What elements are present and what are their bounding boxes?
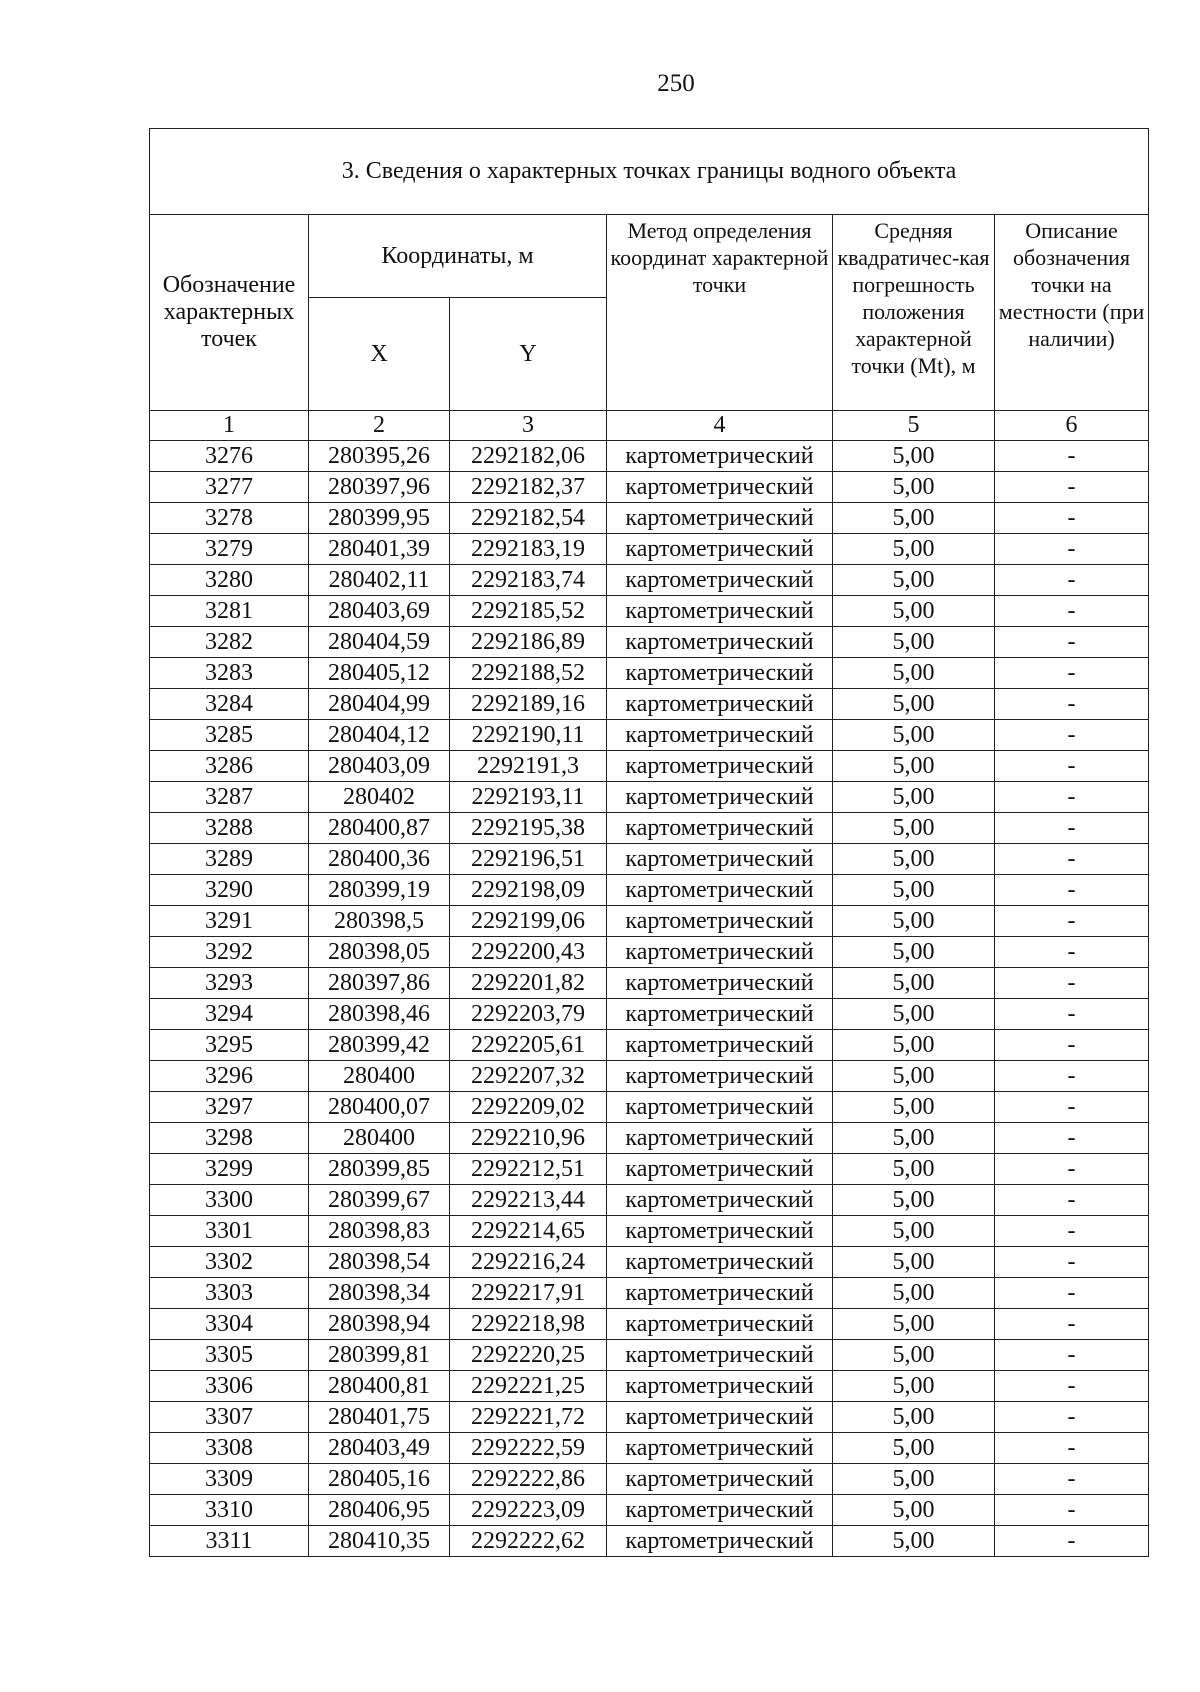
description-cell: -: [995, 1402, 1149, 1433]
x-coordinate-cell: 280399,81: [309, 1340, 450, 1371]
accuracy-cell: 5,00: [833, 1185, 995, 1216]
description-cell: -: [995, 906, 1149, 937]
point-id-cell: 3277: [150, 472, 309, 503]
method-cell: картометрический: [607, 1247, 833, 1278]
page-number: 250: [657, 70, 695, 97]
description-cell: -: [995, 1154, 1149, 1185]
method-cell: картометрический: [607, 596, 833, 627]
x-coordinate-cell: 280406,95: [309, 1495, 450, 1526]
method-cell: картометрический: [607, 1185, 833, 1216]
accuracy-cell: 5,00: [833, 1247, 995, 1278]
y-coordinate-cell: 2292189,16: [450, 689, 607, 720]
x-coordinate-cell: 280403,49: [309, 1433, 450, 1464]
description-cell: -: [995, 1309, 1149, 1340]
table-row: [150, 1526, 1149, 1557]
method-cell: картометрический: [607, 937, 833, 968]
accuracy-cell: 5,00: [833, 720, 995, 751]
description-cell: -: [995, 844, 1149, 875]
y-coordinate-cell: 2292182,06: [450, 441, 607, 472]
y-coordinate-cell: 2292207,32: [450, 1061, 607, 1092]
y-coordinate-cell: 2292182,54: [450, 503, 607, 534]
header-method: Метод определения координат характерной точки: [607, 215, 833, 411]
description-cell: -: [995, 1061, 1149, 1092]
accuracy-cell: 5,00: [833, 503, 995, 534]
column-number: 3: [450, 411, 607, 441]
accuracy-cell: 5,00: [833, 751, 995, 782]
description-cell: -: [995, 1278, 1149, 1309]
table-row: [150, 565, 1149, 596]
y-coordinate-cell: 2292221,72: [450, 1402, 607, 1433]
method-cell: картометрический: [607, 1216, 833, 1247]
column-number: 5: [833, 411, 995, 441]
column-number: 4: [607, 411, 833, 441]
accuracy-cell: 5,00: [833, 1340, 995, 1371]
x-coordinate-cell: 280404,59: [309, 627, 450, 658]
accuracy-cell: 5,00: [833, 906, 995, 937]
method-cell: картометрический: [607, 813, 833, 844]
x-coordinate-cell: 280395,26: [309, 441, 450, 472]
description-cell: -: [995, 689, 1149, 720]
table-row: [150, 1495, 1149, 1526]
x-coordinate-cell: 280398,34: [309, 1278, 450, 1309]
table-row: [150, 999, 1149, 1030]
x-coordinate-cell: 280397,86: [309, 968, 450, 999]
method-cell: картометрический: [607, 1278, 833, 1309]
method-cell: картометрический: [607, 441, 833, 472]
y-coordinate-cell: 2292210,96: [450, 1123, 607, 1154]
point-id-cell: 3291: [150, 906, 309, 937]
table-row: [150, 1371, 1149, 1402]
table-title: 3. Сведения о характерных точках границы водного объекта: [150, 129, 1149, 215]
table-row: [150, 472, 1149, 503]
description-cell: -: [995, 1185, 1149, 1216]
x-coordinate-cell: 280399,19: [309, 875, 450, 906]
description-cell: -: [995, 534, 1149, 565]
accuracy-cell: 5,00: [833, 596, 995, 627]
y-coordinate-cell: 2292193,11: [450, 782, 607, 813]
method-cell: картометрический: [607, 503, 833, 534]
description-cell: -: [995, 1030, 1149, 1061]
method-cell: картометрический: [607, 968, 833, 999]
x-coordinate-cell: 280403,09: [309, 751, 450, 782]
method-cell: картометрический: [607, 875, 833, 906]
x-coordinate-cell: 280400: [309, 1123, 450, 1154]
x-coordinate-cell: 280405,16: [309, 1464, 450, 1495]
point-id-cell: 3288: [150, 813, 309, 844]
header-y: Y: [450, 298, 607, 411]
y-coordinate-cell: 2292191,3: [450, 751, 607, 782]
x-coordinate-cell: 280399,95: [309, 503, 450, 534]
description-cell: -: [995, 1247, 1149, 1278]
point-id-cell: 3292: [150, 937, 309, 968]
y-coordinate-cell: 2292183,74: [450, 565, 607, 596]
table-row: [150, 441, 1149, 472]
table-row: [150, 751, 1149, 782]
description-cell: -: [995, 1495, 1149, 1526]
y-coordinate-cell: 2292220,25: [450, 1340, 607, 1371]
column-number: 2: [309, 411, 450, 441]
y-coordinate-cell: 2292186,89: [450, 627, 607, 658]
accuracy-cell: 5,00: [833, 1278, 995, 1309]
description-cell: -: [995, 937, 1149, 968]
point-id-cell: 3306: [150, 1371, 309, 1402]
description-cell: -: [995, 441, 1149, 472]
method-cell: картометрический: [607, 844, 833, 875]
description-cell: -: [995, 999, 1149, 1030]
table-row: [150, 1464, 1149, 1495]
method-cell: картометрический: [607, 1433, 833, 1464]
accuracy-cell: 5,00: [833, 875, 995, 906]
table-row: [150, 1061, 1149, 1092]
method-cell: картометрический: [607, 906, 833, 937]
table-row: [150, 937, 1149, 968]
point-id-cell: 3278: [150, 503, 309, 534]
x-coordinate-cell: 280400: [309, 1061, 450, 1092]
method-cell: картометрический: [607, 565, 833, 596]
description-cell: -: [995, 658, 1149, 689]
y-coordinate-cell: 2292217,91: [450, 1278, 607, 1309]
table-row: [150, 596, 1149, 627]
description-cell: -: [995, 782, 1149, 813]
description-cell: -: [995, 596, 1149, 627]
y-coordinate-cell: 2292218,98: [450, 1309, 607, 1340]
y-coordinate-cell: 2292185,52: [450, 596, 607, 627]
accuracy-cell: 5,00: [833, 1526, 995, 1557]
method-cell: картометрический: [607, 720, 833, 751]
y-coordinate-cell: 2292222,86: [450, 1464, 607, 1495]
description-cell: -: [995, 813, 1149, 844]
table-row: [150, 689, 1149, 720]
point-id-cell: 3283: [150, 658, 309, 689]
point-id-cell: 3289: [150, 844, 309, 875]
x-coordinate-cell: 280398,54: [309, 1247, 450, 1278]
point-id-cell: 3276: [150, 441, 309, 472]
column-number: 6: [995, 411, 1149, 441]
method-cell: картометрический: [607, 689, 833, 720]
description-cell: -: [995, 751, 1149, 782]
y-coordinate-cell: 2292201,82: [450, 968, 607, 999]
table-row: [150, 1154, 1149, 1185]
y-coordinate-cell: 2292196,51: [450, 844, 607, 875]
accuracy-cell: 5,00: [833, 472, 995, 503]
x-coordinate-cell: 280398,5: [309, 906, 450, 937]
accuracy-cell: 5,00: [833, 627, 995, 658]
y-coordinate-cell: 2292209,02: [450, 1092, 607, 1123]
y-coordinate-cell: 2292203,79: [450, 999, 607, 1030]
description-cell: -: [995, 1526, 1149, 1557]
description-cell: -: [995, 1216, 1149, 1247]
accuracy-cell: 5,00: [833, 844, 995, 875]
description-cell: -: [995, 503, 1149, 534]
point-id-cell: 3309: [150, 1464, 309, 1495]
point-id-cell: 3285: [150, 720, 309, 751]
accuracy-cell: 5,00: [833, 999, 995, 1030]
table-row: [150, 1278, 1149, 1309]
header-designation: Обозначение характерных точек: [150, 215, 309, 411]
accuracy-cell: 5,00: [833, 565, 995, 596]
table-row: [150, 1030, 1149, 1061]
accuracy-cell: 5,00: [833, 1216, 995, 1247]
point-id-cell: 3311: [150, 1526, 309, 1557]
y-coordinate-cell: 2292183,19: [450, 534, 607, 565]
table-row: [150, 1340, 1149, 1371]
method-cell: картометрический: [607, 1061, 833, 1092]
y-coordinate-cell: 2292214,65: [450, 1216, 607, 1247]
table-row: [150, 875, 1149, 906]
method-cell: картометрический: [607, 751, 833, 782]
point-id-cell: 3308: [150, 1433, 309, 1464]
point-id-cell: 3294: [150, 999, 309, 1030]
description-cell: -: [995, 472, 1149, 503]
boundary-points-table: [149, 128, 1149, 1557]
point-id-cell: 3301: [150, 1216, 309, 1247]
point-id-cell: 3279: [150, 534, 309, 565]
y-coordinate-cell: 2292195,38: [450, 813, 607, 844]
y-coordinate-cell: 2292216,24: [450, 1247, 607, 1278]
description-cell: -: [995, 968, 1149, 999]
point-id-cell: 3299: [150, 1154, 309, 1185]
accuracy-cell: 5,00: [833, 689, 995, 720]
x-coordinate-cell: 280401,75: [309, 1402, 450, 1433]
method-cell: картометрический: [607, 658, 833, 689]
description-cell: -: [995, 1464, 1149, 1495]
x-coordinate-cell: 280399,85: [309, 1154, 450, 1185]
table-row: [150, 720, 1149, 751]
x-coordinate-cell: 280397,96: [309, 472, 450, 503]
accuracy-cell: 5,00: [833, 937, 995, 968]
x-coordinate-cell: 280405,12: [309, 658, 450, 689]
y-coordinate-cell: 2292200,43: [450, 937, 607, 968]
y-coordinate-cell: 2292198,09: [450, 875, 607, 906]
accuracy-cell: 5,00: [833, 1123, 995, 1154]
table-row: [150, 1092, 1149, 1123]
x-coordinate-cell: 280402: [309, 782, 450, 813]
method-cell: картометрический: [607, 1154, 833, 1185]
header-description: Описание обозначения точки на местности (при наличии): [995, 215, 1149, 411]
x-coordinate-cell: 280401,39: [309, 534, 450, 565]
header-x: X: [309, 298, 450, 411]
accuracy-cell: 5,00: [833, 441, 995, 472]
table-row: [150, 1247, 1149, 1278]
table-row: [150, 1123, 1149, 1154]
point-id-cell: 3300: [150, 1185, 309, 1216]
table-row: [150, 1185, 1149, 1216]
x-coordinate-cell: 280398,94: [309, 1309, 450, 1340]
point-id-cell: 3298: [150, 1123, 309, 1154]
accuracy-cell: 5,00: [833, 1464, 995, 1495]
table-row: [150, 1433, 1149, 1464]
method-cell: картометрический: [607, 1526, 833, 1557]
x-coordinate-cell: 280398,05: [309, 937, 450, 968]
table-row: [150, 627, 1149, 658]
accuracy-cell: 5,00: [833, 1030, 995, 1061]
method-cell: картометрический: [607, 1030, 833, 1061]
accuracy-cell: 5,00: [833, 1402, 995, 1433]
method-cell: картометрический: [607, 1309, 833, 1340]
x-coordinate-cell: 280400,36: [309, 844, 450, 875]
x-coordinate-cell: 280403,69: [309, 596, 450, 627]
x-coordinate-cell: 280402,11: [309, 565, 450, 596]
table-row: [150, 844, 1149, 875]
method-cell: картометрический: [607, 1495, 833, 1526]
point-id-cell: 3286: [150, 751, 309, 782]
accuracy-cell: 5,00: [833, 968, 995, 999]
y-coordinate-cell: 2292222,59: [450, 1433, 607, 1464]
accuracy-cell: 5,00: [833, 1433, 995, 1464]
point-id-cell: 3293: [150, 968, 309, 999]
point-id-cell: 3305: [150, 1340, 309, 1371]
y-coordinate-cell: 2292190,11: [450, 720, 607, 751]
y-coordinate-cell: 2292221,25: [450, 1371, 607, 1402]
column-number: 1: [150, 411, 309, 441]
table-row: [150, 1402, 1149, 1433]
table-row: [150, 534, 1149, 565]
x-coordinate-cell: 280400,07: [309, 1092, 450, 1123]
point-id-cell: 3287: [150, 782, 309, 813]
point-id-cell: 3295: [150, 1030, 309, 1061]
y-coordinate-cell: 2292182,37: [450, 472, 607, 503]
point-id-cell: 3297: [150, 1092, 309, 1123]
accuracy-cell: 5,00: [833, 658, 995, 689]
method-cell: картометрический: [607, 627, 833, 658]
column-number-row: [150, 411, 1149, 441]
y-coordinate-cell: 2292199,06: [450, 906, 607, 937]
x-coordinate-cell: 280404,99: [309, 689, 450, 720]
x-coordinate-cell: 280398,83: [309, 1216, 450, 1247]
method-cell: картометрический: [607, 1340, 833, 1371]
accuracy-cell: 5,00: [833, 1154, 995, 1185]
description-cell: -: [995, 565, 1149, 596]
table-body: [150, 441, 1149, 1557]
point-id-cell: 3290: [150, 875, 309, 906]
method-cell: картометрический: [607, 1464, 833, 1495]
accuracy-cell: 5,00: [833, 813, 995, 844]
y-coordinate-cell: 2292222,62: [450, 1526, 607, 1557]
y-coordinate-cell: 2292212,51: [450, 1154, 607, 1185]
point-id-cell: 3282: [150, 627, 309, 658]
y-coordinate-cell: 2292223,09: [450, 1495, 607, 1526]
point-id-cell: 3280: [150, 565, 309, 596]
accuracy-cell: 5,00: [833, 1495, 995, 1526]
description-cell: -: [995, 627, 1149, 658]
description-cell: -: [995, 875, 1149, 906]
accuracy-cell: 5,00: [833, 782, 995, 813]
description-cell: -: [995, 1433, 1149, 1464]
header-coordinates: Координаты, м: [309, 215, 607, 298]
method-cell: картометрический: [607, 782, 833, 813]
description-cell: -: [995, 720, 1149, 751]
description-cell: -: [995, 1340, 1149, 1371]
table-row: [150, 1216, 1149, 1247]
method-cell: картометрический: [607, 999, 833, 1030]
table-row: [150, 503, 1149, 534]
accuracy-cell: 5,00: [833, 1061, 995, 1092]
x-coordinate-cell: 280398,46: [309, 999, 450, 1030]
header-accuracy: Средняя квадратичес-кая погрешность положения характерной точки (Mt), м: [833, 215, 995, 411]
table-row: [150, 968, 1149, 999]
accuracy-cell: 5,00: [833, 1092, 995, 1123]
x-coordinate-cell: 280400,87: [309, 813, 450, 844]
method-cell: картометрический: [607, 1123, 833, 1154]
accuracy-cell: 5,00: [833, 534, 995, 565]
description-cell: -: [995, 1092, 1149, 1123]
method-cell: картометрический: [607, 1092, 833, 1123]
point-id-cell: 3307: [150, 1402, 309, 1433]
method-cell: картометрический: [607, 1402, 833, 1433]
point-id-cell: 3302: [150, 1247, 309, 1278]
x-coordinate-cell: 280399,67: [309, 1185, 450, 1216]
method-cell: картометрический: [607, 1371, 833, 1402]
description-cell: -: [995, 1371, 1149, 1402]
table-row: [150, 658, 1149, 689]
table-row: [150, 813, 1149, 844]
point-id-cell: 3296: [150, 1061, 309, 1092]
x-coordinate-cell: 280404,12: [309, 720, 450, 751]
method-cell: картометрический: [607, 534, 833, 565]
accuracy-cell: 5,00: [833, 1309, 995, 1340]
method-cell: картометрический: [607, 472, 833, 503]
x-coordinate-cell: 280400,81: [309, 1371, 450, 1402]
point-id-cell: 3281: [150, 596, 309, 627]
point-id-cell: 3284: [150, 689, 309, 720]
table-row: [150, 1309, 1149, 1340]
y-coordinate-cell: 2292205,61: [450, 1030, 607, 1061]
accuracy-cell: 5,00: [833, 1371, 995, 1402]
point-id-cell: 3304: [150, 1309, 309, 1340]
table-row: [150, 782, 1149, 813]
point-id-cell: 3310: [150, 1495, 309, 1526]
table-row: [150, 906, 1149, 937]
x-coordinate-cell: 280410,35: [309, 1526, 450, 1557]
y-coordinate-cell: 2292213,44: [450, 1185, 607, 1216]
x-coordinate-cell: 280399,42: [309, 1030, 450, 1061]
y-coordinate-cell: 2292188,52: [450, 658, 607, 689]
description-cell: -: [995, 1123, 1149, 1154]
point-id-cell: 3303: [150, 1278, 309, 1309]
